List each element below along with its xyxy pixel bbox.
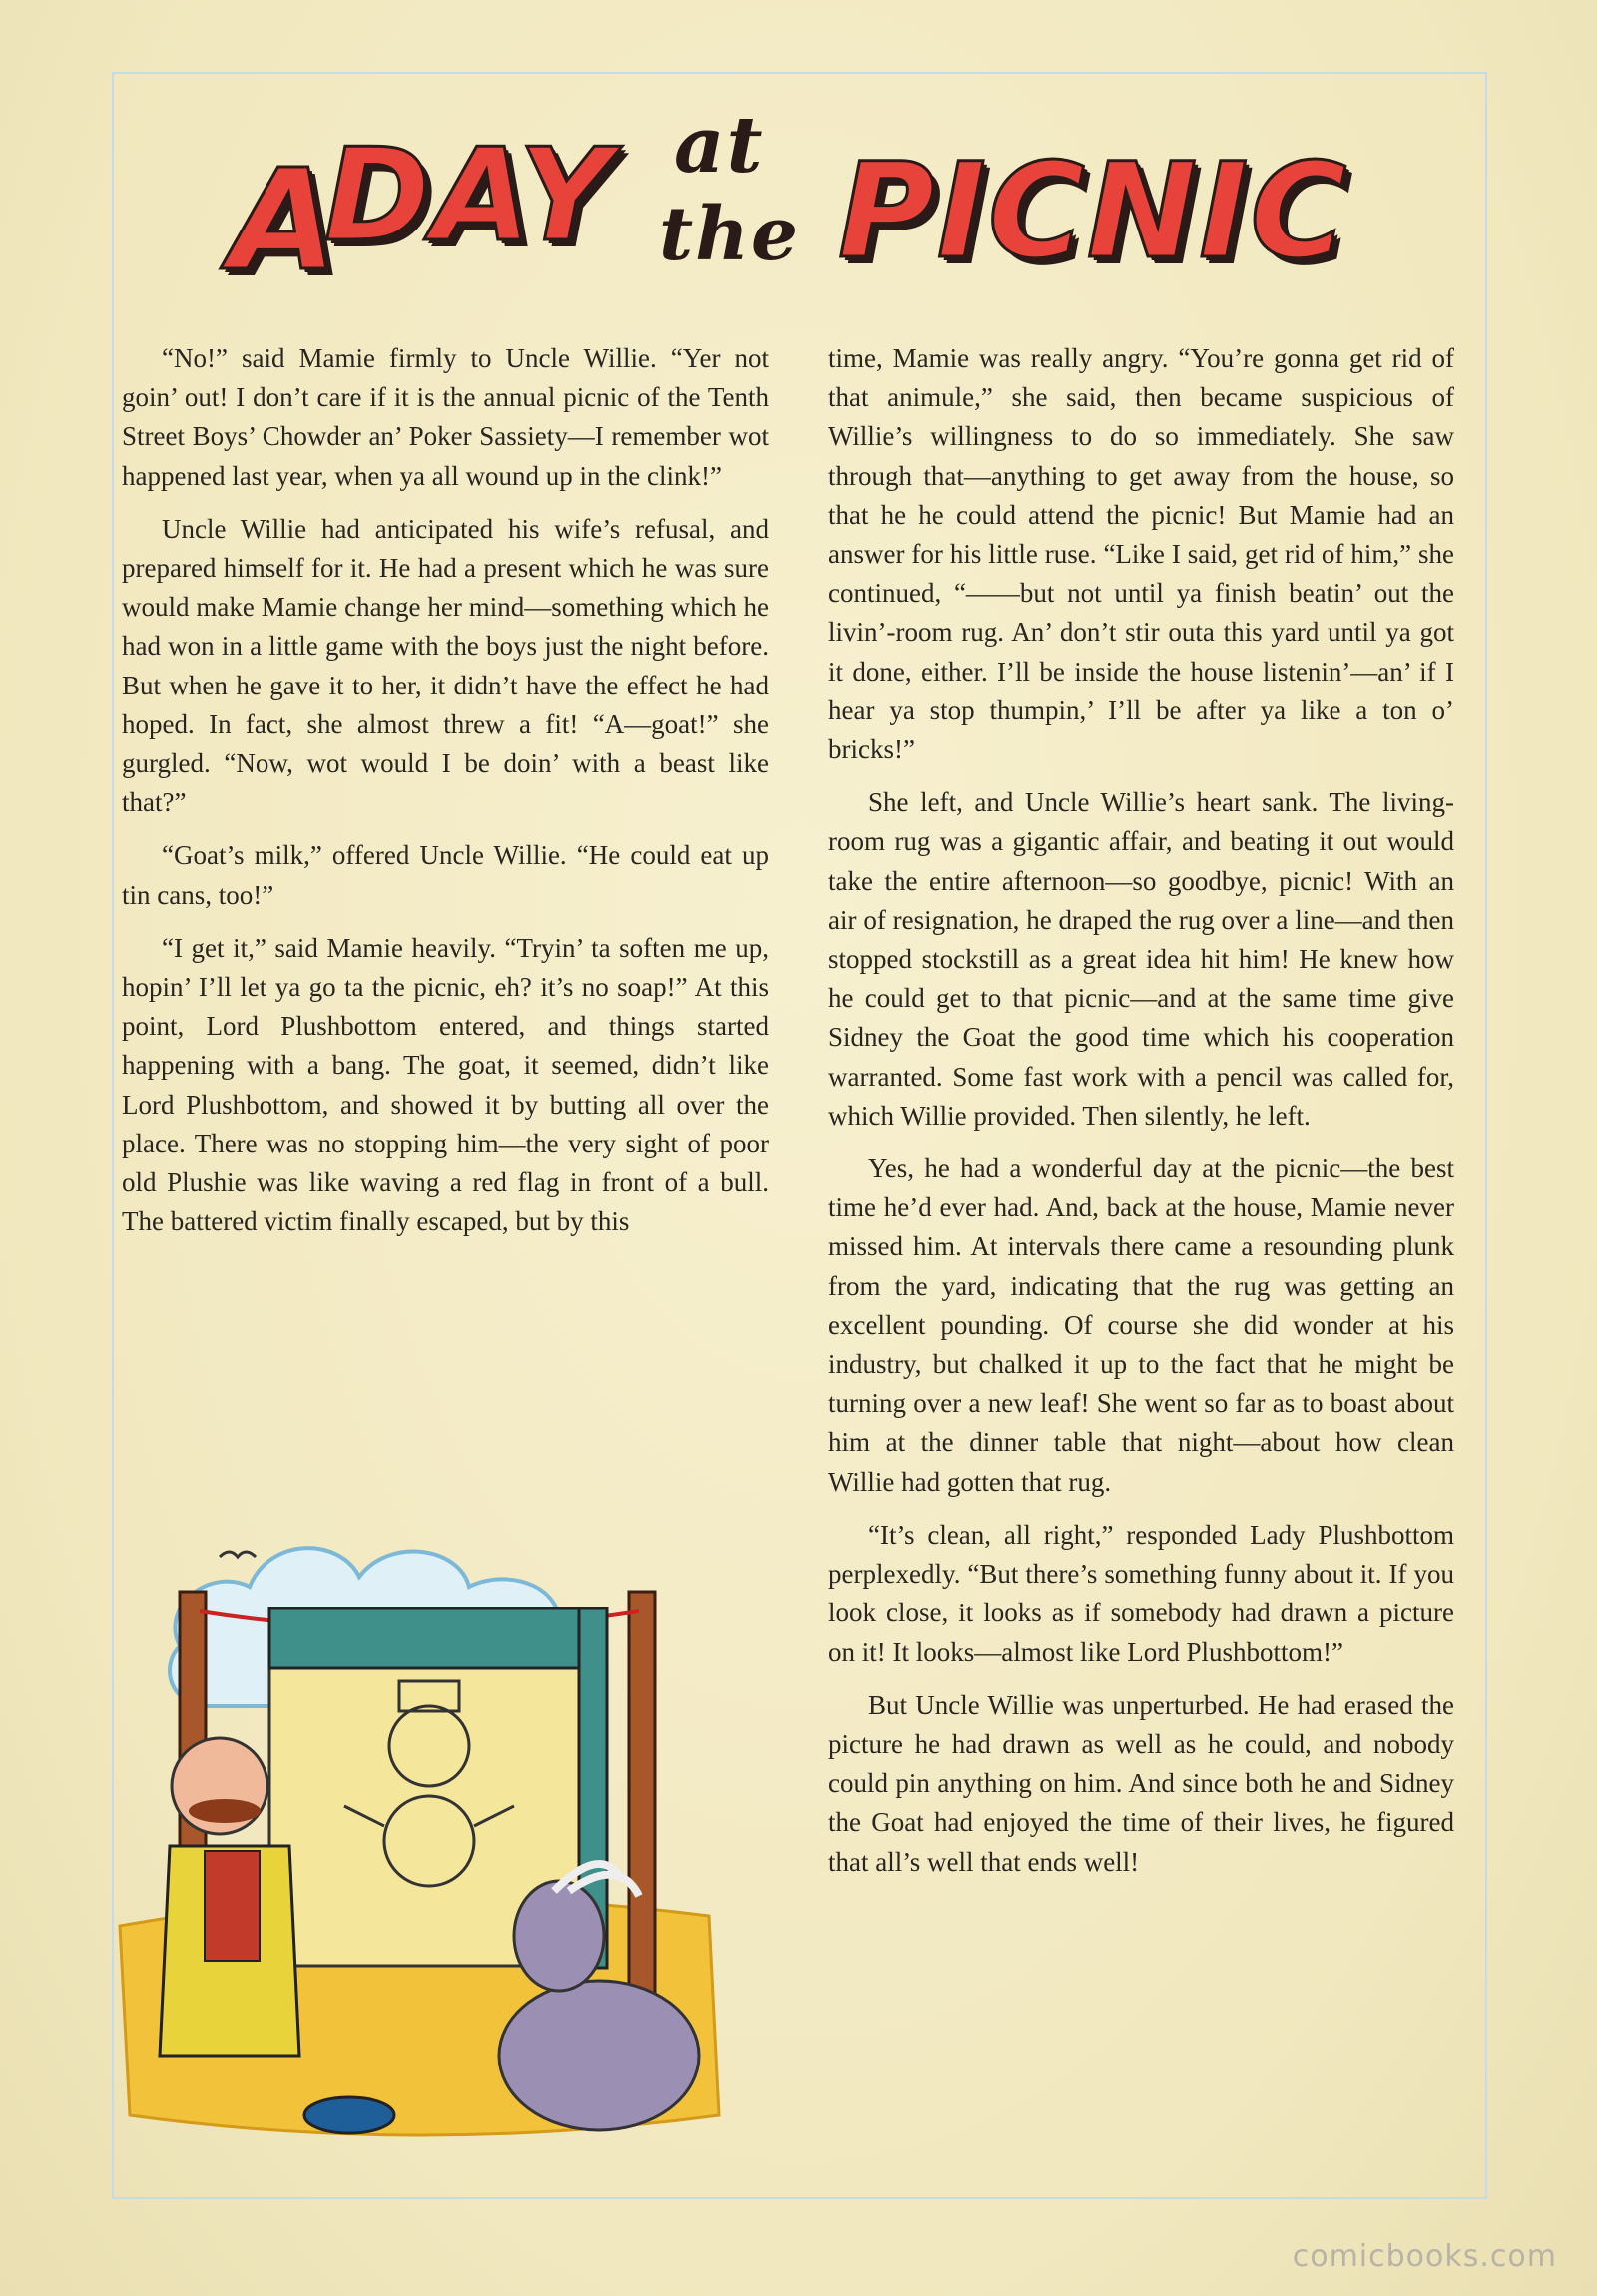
paragraph: “No!” said Mamie firmly to Uncle Willie. “Yer not goin’ out! I don’t care if it is the annual picnic of the Tenth Street Boys’ Chowder an’ Poker Sassiety—I remember wot happened last year, when ya all wound up in the clink!” [122,343,769,491]
paragraph: time, Mamie was really angry. “You’re gonna get rid of that animule,” she said, then became suspicious of Willie’s willingness to do so immediately. She saw through that—anything to get away from the house, so that he he could attend the picnic! But Mamie had an answer for his little ruse. “Like I said, get rid of him,” she continued, “——but not until ya finish beatin’ out the livin’-room rug. An’ don’t stir outa this yard until ya got it done, either. I’ll be inside the house listenin’—an’ if I hear ya stop thumpin,’ I’ll be after ya like a ton o’ bricks!” [828,343,1454,765]
goat-body [499,1981,699,2130]
watermark: comicbooks.com [1292,2239,1557,2274]
willie-vest [205,1851,260,1961]
willie-mustache [189,1799,261,1823]
paragraph: But Uncle Willie was unperturbed. He had erased the picture he had drawn as well as he could, and nobody could pin anything on him. And since both he and Sidney the Goat had enjoyed the time of their lives, he figured that all’s well that ends well! [828,1689,1454,1877]
paragraph: Uncle Willie had anticipated his wife’s refusal, and prepared himself for it. He had a present which he was sure would make Mamie change her mind—something which he had won in a little game with the boys just the night before. But when he gave it to her, it didn’t have the effect he had hoped. In fact, she almost threw a fit! “A—goat!” she gurgled. “Now, wot would I be doin’ with a beast like that?” [122,513,769,818]
rug-top-fold [269,1608,599,1668]
uncle-willie-rug-illustration [100,1497,759,2175]
paragraph: “I get it,” said Mamie heavily. “Tryin’ ta soften me up, hopin’ I’ll let ya go ta the picnic, eh? it’s no soap!” At this point, Lord Plushbottom entered, and things started happening with a bang. The goat, it seemed, didn’t like Lord Plushbottom, and showed it by butting all over the place. There was no stopping him—the very sight of poor old Plushie was like waving a red flag in front of a bull. The battered victim finally escaped, but by this [122,932,769,1237]
instrument-on-ground [304,2097,394,2133]
title-word-picnic: PICNIC [838,135,1349,288]
story-title [230,100,1407,302]
bird-icon [220,1552,256,1557]
goat-head [514,1881,604,1991]
title-word-day: DAY [324,122,614,270]
paragraph: “Goat’s milk,” offered Uncle Willie. “He could eat up tin cans, too!” [122,840,769,910]
right-pole [629,1592,655,2011]
paragraph: “It’s clean, all right,” responded Lady Plushbottom perplexedly. “But there’s something funny about it. If you look close, it looks as if somebody had drawn a picture on it! It looks—almost like Lord Plushbottom!” [828,1519,1454,1667]
right-text-column [828,339,1454,1896]
title-word-a: A [230,140,340,302]
title-word-the: the [659,192,800,277]
paragraph: She left, and Uncle Willie’s heart sank. The living-room rug was a gigantic affair, and beating it out would take the entire afternoon—so goodbye, picnic! With an air of resignation, he draped the rug over a line—and then stopped stockstill as a great idea hit him! He knew how he could get to that picnic—and at the same time give Sidney the Goat the good time which his cooperation warranted. Some fast work with a pencil was called for, which Willie provided. Then silently, he left. [828,787,1454,1131]
left-text-column [122,339,769,1255]
paragraph: Yes, he had a wonderful day at the picnic—the best time he’d ever had. And, back at the house, Mamie never missed him. At intervals there came a resounding plunk from the yard, indicating that the rug was getting an excellent pounding. Of course she did wonder at his industry, but chalked it up to the fact that he might be turning over a new leaf! She went so far as to boast about him at the dinner table that night—about how clean Willie had gotten that rug. [828,1153,1454,1497]
title-word-at: at [674,100,765,191]
